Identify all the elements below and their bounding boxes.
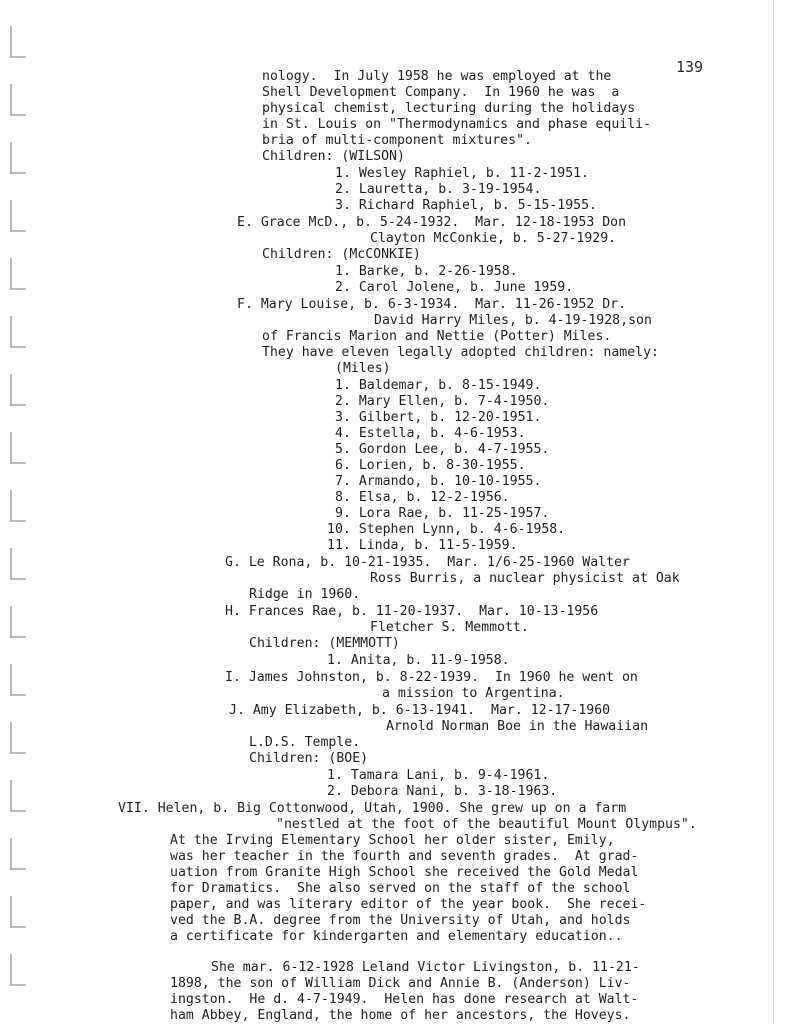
binding-mark <box>10 606 26 638</box>
text-line: 7. Armando, b. 10-10-1955. <box>335 474 542 489</box>
text-line: 2. Mary Ellen, b. 7-4-1950. <box>335 394 550 409</box>
text-line: I. James Johnston, b. 8-22-1939. In 1960 he went on <box>225 670 638 685</box>
text-line: ingston. He d. 4-7-1949. Helen has done research at Walt- <box>170 992 639 1007</box>
text-line: L.D.S. Temple. <box>249 735 361 750</box>
text-line: 11. Linda, b. 11-5-1959. <box>327 538 518 553</box>
text-line: F. Mary Louise, b. 6-3-1934. Mar. 11-26-1952 Dr. <box>237 297 627 312</box>
text-line: 3. Gilbert, b. 12-20-1951. <box>335 410 542 425</box>
text-line: was her teacher in the fourth and seventh grades. At grad- <box>170 849 639 864</box>
text-line: 4. Estella, b. 4-6-1953. <box>335 426 526 441</box>
text-line: Ridge in 1960. <box>249 587 361 602</box>
text-line: paper, and was literary editor of the year book. She recei- <box>170 897 647 912</box>
text-line: 1. Barke, b. 2-26-1958. <box>335 264 518 279</box>
text-line: a mission to Argentina. <box>382 686 565 701</box>
text-line: 10. Stephen Lynn, b. 4-6-1958. <box>327 522 566 537</box>
text-line: physical chemist, lecturing during the holidays <box>262 101 636 116</box>
text-line: ved the B.A. degree from the University of Utah, and holds <box>170 913 631 928</box>
binding-mark <box>10 838 26 870</box>
text-line: Children: (BOE) <box>249 751 369 766</box>
binding-mark <box>10 26 26 58</box>
text-line: 1. Tamara Lani, b. 9-4-1961. <box>327 768 550 783</box>
text-line: Arnold Norman Boe in the Hawaiian <box>386 719 649 734</box>
text-line: H. Frances Rae, b. 11-20-1937. Mar. 10-13-1956 <box>225 604 599 619</box>
binding-mark <box>10 490 26 522</box>
text-line: 1. Anita, b. 11-9-1958. <box>327 653 510 668</box>
text-line: a certificate for kindergarten and elementary education.. <box>170 929 623 944</box>
text-line: Children: (McCONKIE) <box>262 247 421 262</box>
binding-mark <box>10 142 26 174</box>
binding-mark <box>10 896 26 928</box>
text-line: David Harry Miles, b. 4-19-1928,son <box>374 313 652 328</box>
text-line: for Dramatics. She also served on the staff of the school <box>170 881 631 896</box>
binding-mark <box>10 722 26 754</box>
binding-mark <box>10 432 26 464</box>
text-line: 2. Debora Nani, b. 3-18-1963. <box>327 784 558 799</box>
binding-mark <box>10 84 26 116</box>
text-line: of Francis Marion and Nettie (Potter) Miles. <box>262 329 612 344</box>
text-line: E. Grace McD., b. 5-24-1932. Mar. 12-18-1953 Don <box>237 215 627 230</box>
text-line: "nestled at the foot of the beautiful Mount Olympus". <box>276 817 697 832</box>
binding-mark <box>10 200 26 232</box>
binding-mark <box>10 316 26 348</box>
text-line: Shell Development Company. In 1960 he was a <box>262 85 620 100</box>
text-line: 5. Gordon Lee, b. 4-7-1955. <box>335 442 550 457</box>
text-line: Fletcher S. Memmott. <box>370 620 529 635</box>
text-line: At the Irving Elementary School her older sister, Emily, <box>170 833 615 848</box>
text-line: 9. Lora Rae, b. 11-25-1957. <box>335 506 550 521</box>
text-line: ham Abbey, England, the home of her ancestors, the Hoveys. <box>170 1008 631 1023</box>
text-line: She mar. 6-12-1928 Leland Victor Livingston, b. 11-21- <box>211 960 640 975</box>
text-line: 1. Baldemar, b. 8-15-1949. <box>335 378 542 393</box>
text-line: Clayton McConkie, b. 5-27-1929. <box>370 231 617 246</box>
page-edge-line <box>773 0 774 1023</box>
text-line: in St. Louis on "Thermodynamics and phase equili- <box>262 117 652 132</box>
text-line: Children: (MEMMOTT) <box>249 636 400 651</box>
text-line: (Miles) <box>335 361 391 376</box>
text-line: 2. Carol Jolene, b. June 1959. <box>335 280 574 295</box>
text-line: 3. Richard Raphiel, b. 5-15-1955. <box>335 198 598 213</box>
text-line: nology. In July 1958 he was employed at the <box>262 69 612 84</box>
text-line: 2. Lauretta, b. 3-19-1954. <box>335 182 542 197</box>
text-line: 1898, the son of William Dick and Annie B. (Anderson) Liv- <box>170 976 631 991</box>
text-line: 6. Lorien, b. 8-30-1955. <box>335 458 526 473</box>
text-line: G. Le Rona, b. 10-21-1935. Mar. 1/6-25-1960 Walter <box>225 555 630 570</box>
page-number: 139 <box>676 58 704 76</box>
binding-mark <box>10 258 26 290</box>
binding-mark <box>10 548 26 580</box>
text-line: 1. Wesley Raphiel, b. 11-2-1951. <box>335 166 590 181</box>
text-line: VII. Helen, b. Big Cottonwood, Utah, 1900. She grew up on a farm <box>118 801 627 816</box>
text-line: Children: (WILSON) <box>262 149 405 164</box>
binding-mark <box>10 374 26 406</box>
text-line: Ross Burris, a nuclear physicist at Oak <box>370 571 680 586</box>
text-line: J. Amy Elizabeth, b. 6-13-1941. Mar. 12-17-1960 <box>229 703 611 718</box>
text-line: uation from Granite High School she received the Gold Medal <box>170 865 639 880</box>
text-line: 8. Elsa, b. 12-2-1956. <box>335 490 510 505</box>
binding-mark <box>10 954 26 986</box>
text-line: They have eleven legally adopted children: namely: <box>262 345 659 360</box>
text-line: bria of multi-component mixtures". <box>262 133 532 148</box>
binding-mark <box>10 664 26 696</box>
binding-mark <box>10 780 26 812</box>
